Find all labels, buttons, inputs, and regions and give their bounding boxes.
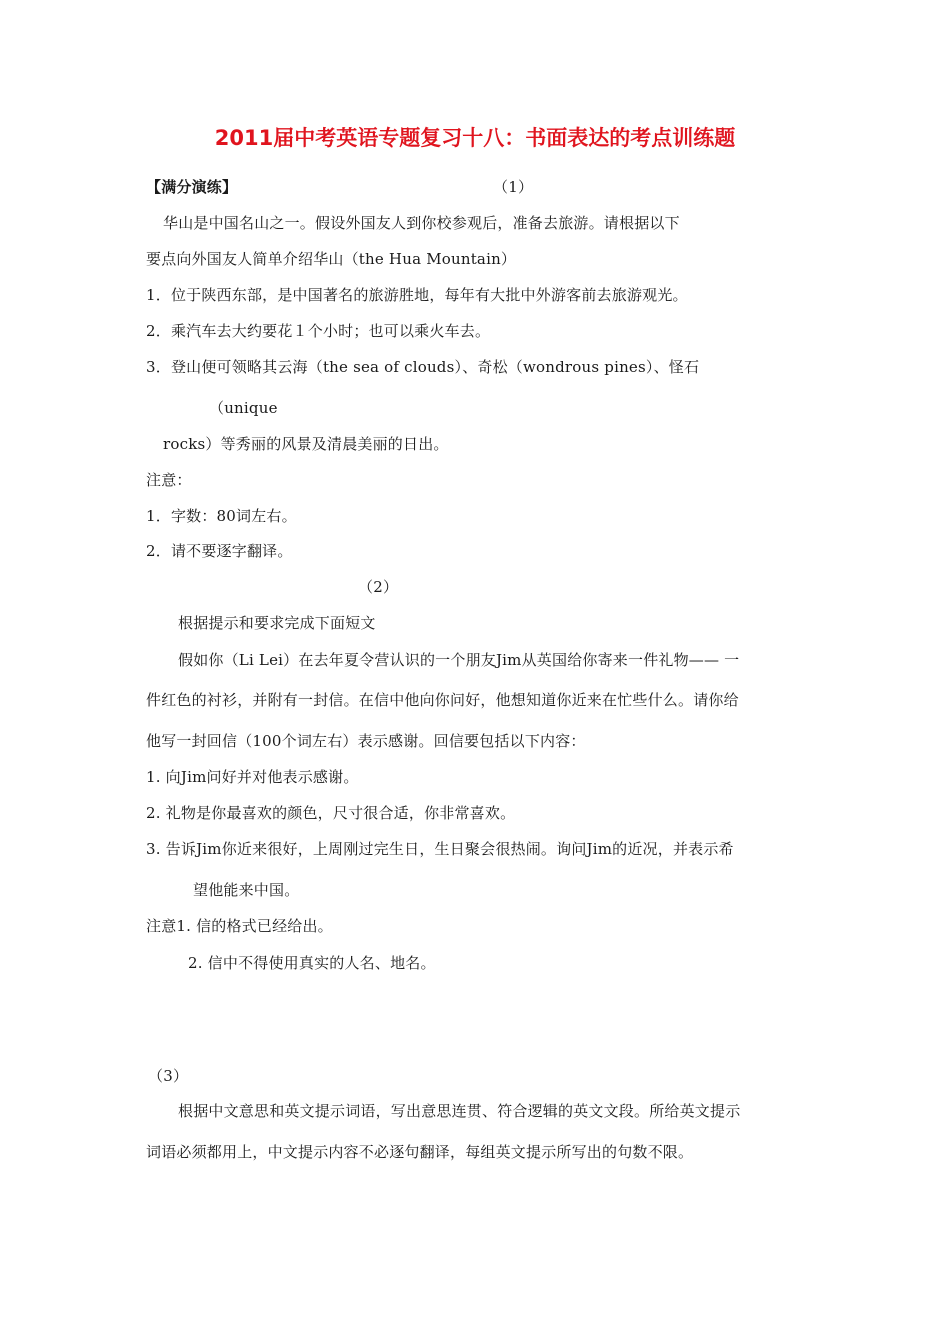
- section-header: 【满分演练】: [146, 178, 238, 196]
- paragraph-line: 根据中文意思和英文提示词语，写出意思连贯、符合逻辑的英文文段。所给英文提示: [178, 1102, 741, 1120]
- list-item: 3．登山便可领略其云海（the sea of clouds）、奇松（wondrous pines）、怪石: [146, 358, 700, 376]
- list-item-continuation: （unique: [209, 399, 278, 417]
- note-item: 2. 信中不得使用真实的人名、地名。: [188, 954, 436, 972]
- list-item: 2．乘汽车去大约要花１个小时；也可以乘火车去。: [146, 322, 491, 340]
- notes-label: 注意：: [146, 471, 192, 489]
- list-item: 3. 告诉Jim你近来很好，上周刚过完生日，生日聚会很热闹。询问Jim的近况，并表示希: [146, 840, 734, 858]
- instruction-line: 根据提示和要求完成下面短文: [178, 614, 376, 632]
- note-item: 1．字数：80词左右。: [146, 507, 297, 525]
- list-item: 1．位于陕西东部，是中国著名的旅游胜地，每年有大批中外游客前去旅游观光。: [146, 286, 688, 304]
- document-title: 2011届中考英语专题复习十八：书面表达的考点训练题: [214, 126, 736, 150]
- paragraph-line: 词语必须都用上，中文提示内容不必逐句翻译，每组英文提示所写出的句数不限。: [146, 1143, 694, 1161]
- list-item-continuation: rocks）等秀丽的风景及清晨美丽的日出。: [163, 435, 449, 453]
- paragraph-line: 他写一封回信（100个词左右）表示感谢。回信要包括以下内容：: [146, 732, 586, 750]
- section-number: （1）: [493, 178, 534, 196]
- section-number: （2）: [358, 578, 399, 596]
- section-number: （3）: [148, 1067, 189, 1085]
- list-item-continuation: 望他能来中国。: [193, 881, 300, 899]
- note-item: 注意1. 信的格式已经给出。: [146, 917, 333, 935]
- list-item: 1. 向Jim问好并对他表示感谢。: [146, 768, 359, 786]
- paragraph-line: 件红色的衬衫，并附有一封信。在信中他向你问好，他想知道你近来在忙些什么。请你给: [146, 691, 739, 709]
- paragraph-line: 假如你（Li Lei）在去年夏令营认识的一个朋友Jim从英国给你寄来一件礼物—— 一: [178, 651, 740, 669]
- note-item: 2．请不要逐字翻译。: [146, 542, 293, 560]
- paragraph-line: 华山是中国名山之一。假设外国友人到你校参观后，准备去旅游。请根据以下: [163, 214, 680, 232]
- list-item: 2. 礼物是你最喜欢的颜色，尺寸很合适，你非常喜欢。: [146, 804, 516, 822]
- paragraph-line: 要点向外国友人简单介绍华山（the Hua Mountain）: [146, 250, 517, 268]
